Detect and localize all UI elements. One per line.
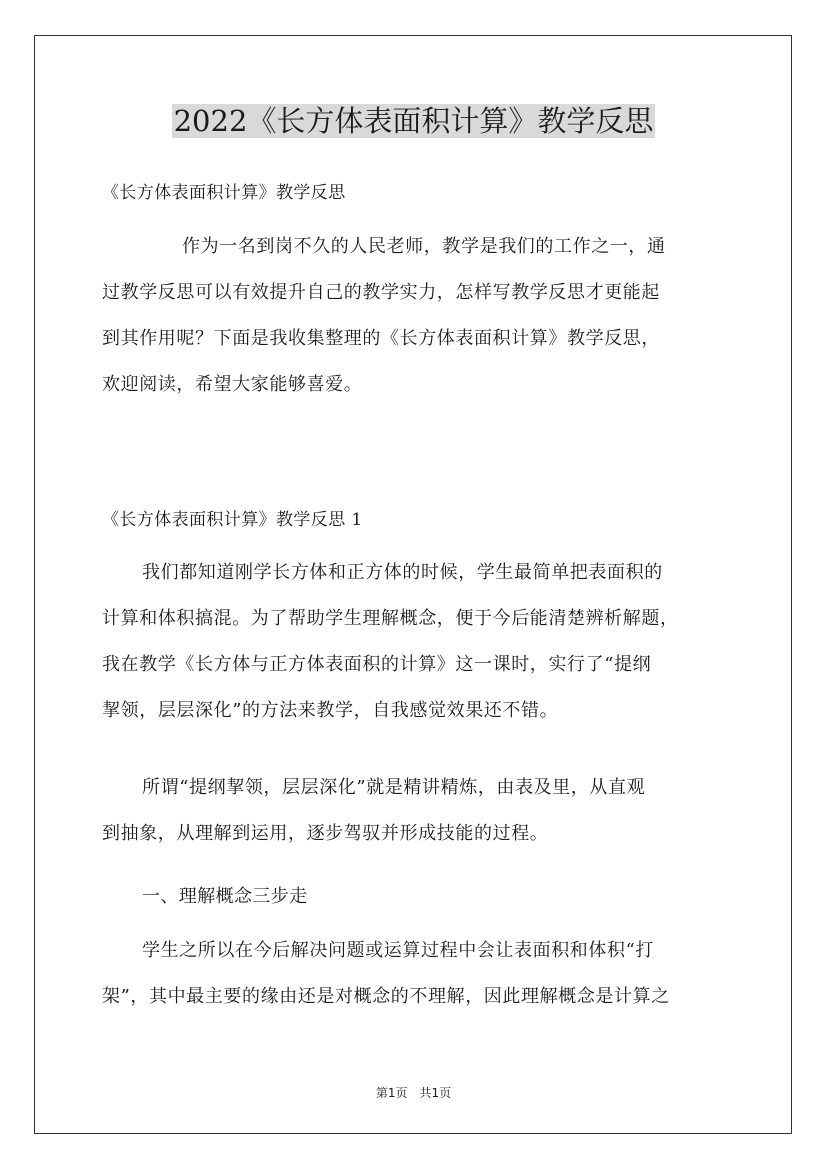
document-subtitle: 《长方体表面积计算》教学反思 (102, 183, 346, 203)
intro-line: 过教学反思可以有效提升自己的教学实力，怎样写教学反思才更能起 (102, 282, 660, 303)
section-heading: 《长方体表面积计算》教学反思 1 (102, 510, 363, 530)
paragraph-line: 所谓“提纲挈领，层层深化”就是精讲精炼，由表及里，从直观 (142, 777, 646, 798)
paragraph-line: 我们都知道刚学长方体和正方体的时候，学生最简单把表面积的 (142, 562, 663, 583)
intro-line: 到其作用呢？下面是我收集整理的《长方体表面积计算》教学反思， (102, 328, 660, 349)
intro-paragraph (102, 236, 732, 420)
document-title-text: 2022《长方体表面积计算》教学反思 (173, 104, 654, 138)
paragraph-line: 架”，其中最主要的缘由还是对概念的不理解，因此理解概念是计算之 (102, 986, 670, 1007)
intro-line: 欢迎阅读，希望大家能够喜爱。 (102, 374, 363, 395)
section1-paragraph-1 (102, 562, 732, 746)
paragraph-line: 我在教学《长方体与正方体表面积的计算》这一课时，实行了“提纲 (102, 654, 652, 675)
paragraph-line: 挈领，层层深化”的方法来教学，自我感觉效果还不错。 (102, 700, 559, 721)
section1-paragraph-3 (102, 940, 732, 1032)
section-subheading: 一、理解概念三步走 (142, 886, 308, 907)
paragraph-line: 学生之所以在今后解决问题或运算过程中会让表面积和体积“打 (142, 940, 654, 961)
document-title (0, 100, 827, 142)
paragraph-line: 到抽象，从理解到运用，逐步驾驭并形成技能的过程。 (102, 823, 549, 844)
section1-paragraph-2 (102, 777, 732, 869)
page-footer: 第1页 共1页 (375, 1086, 452, 1100)
intro-line: 作为一名到岗不久的人民老师，教学是我们的工作之一，通 (182, 236, 666, 257)
paragraph-line: 计算和体积搞混。为了帮助学生理解概念，便于今后能清楚辨析解题， (102, 608, 679, 629)
